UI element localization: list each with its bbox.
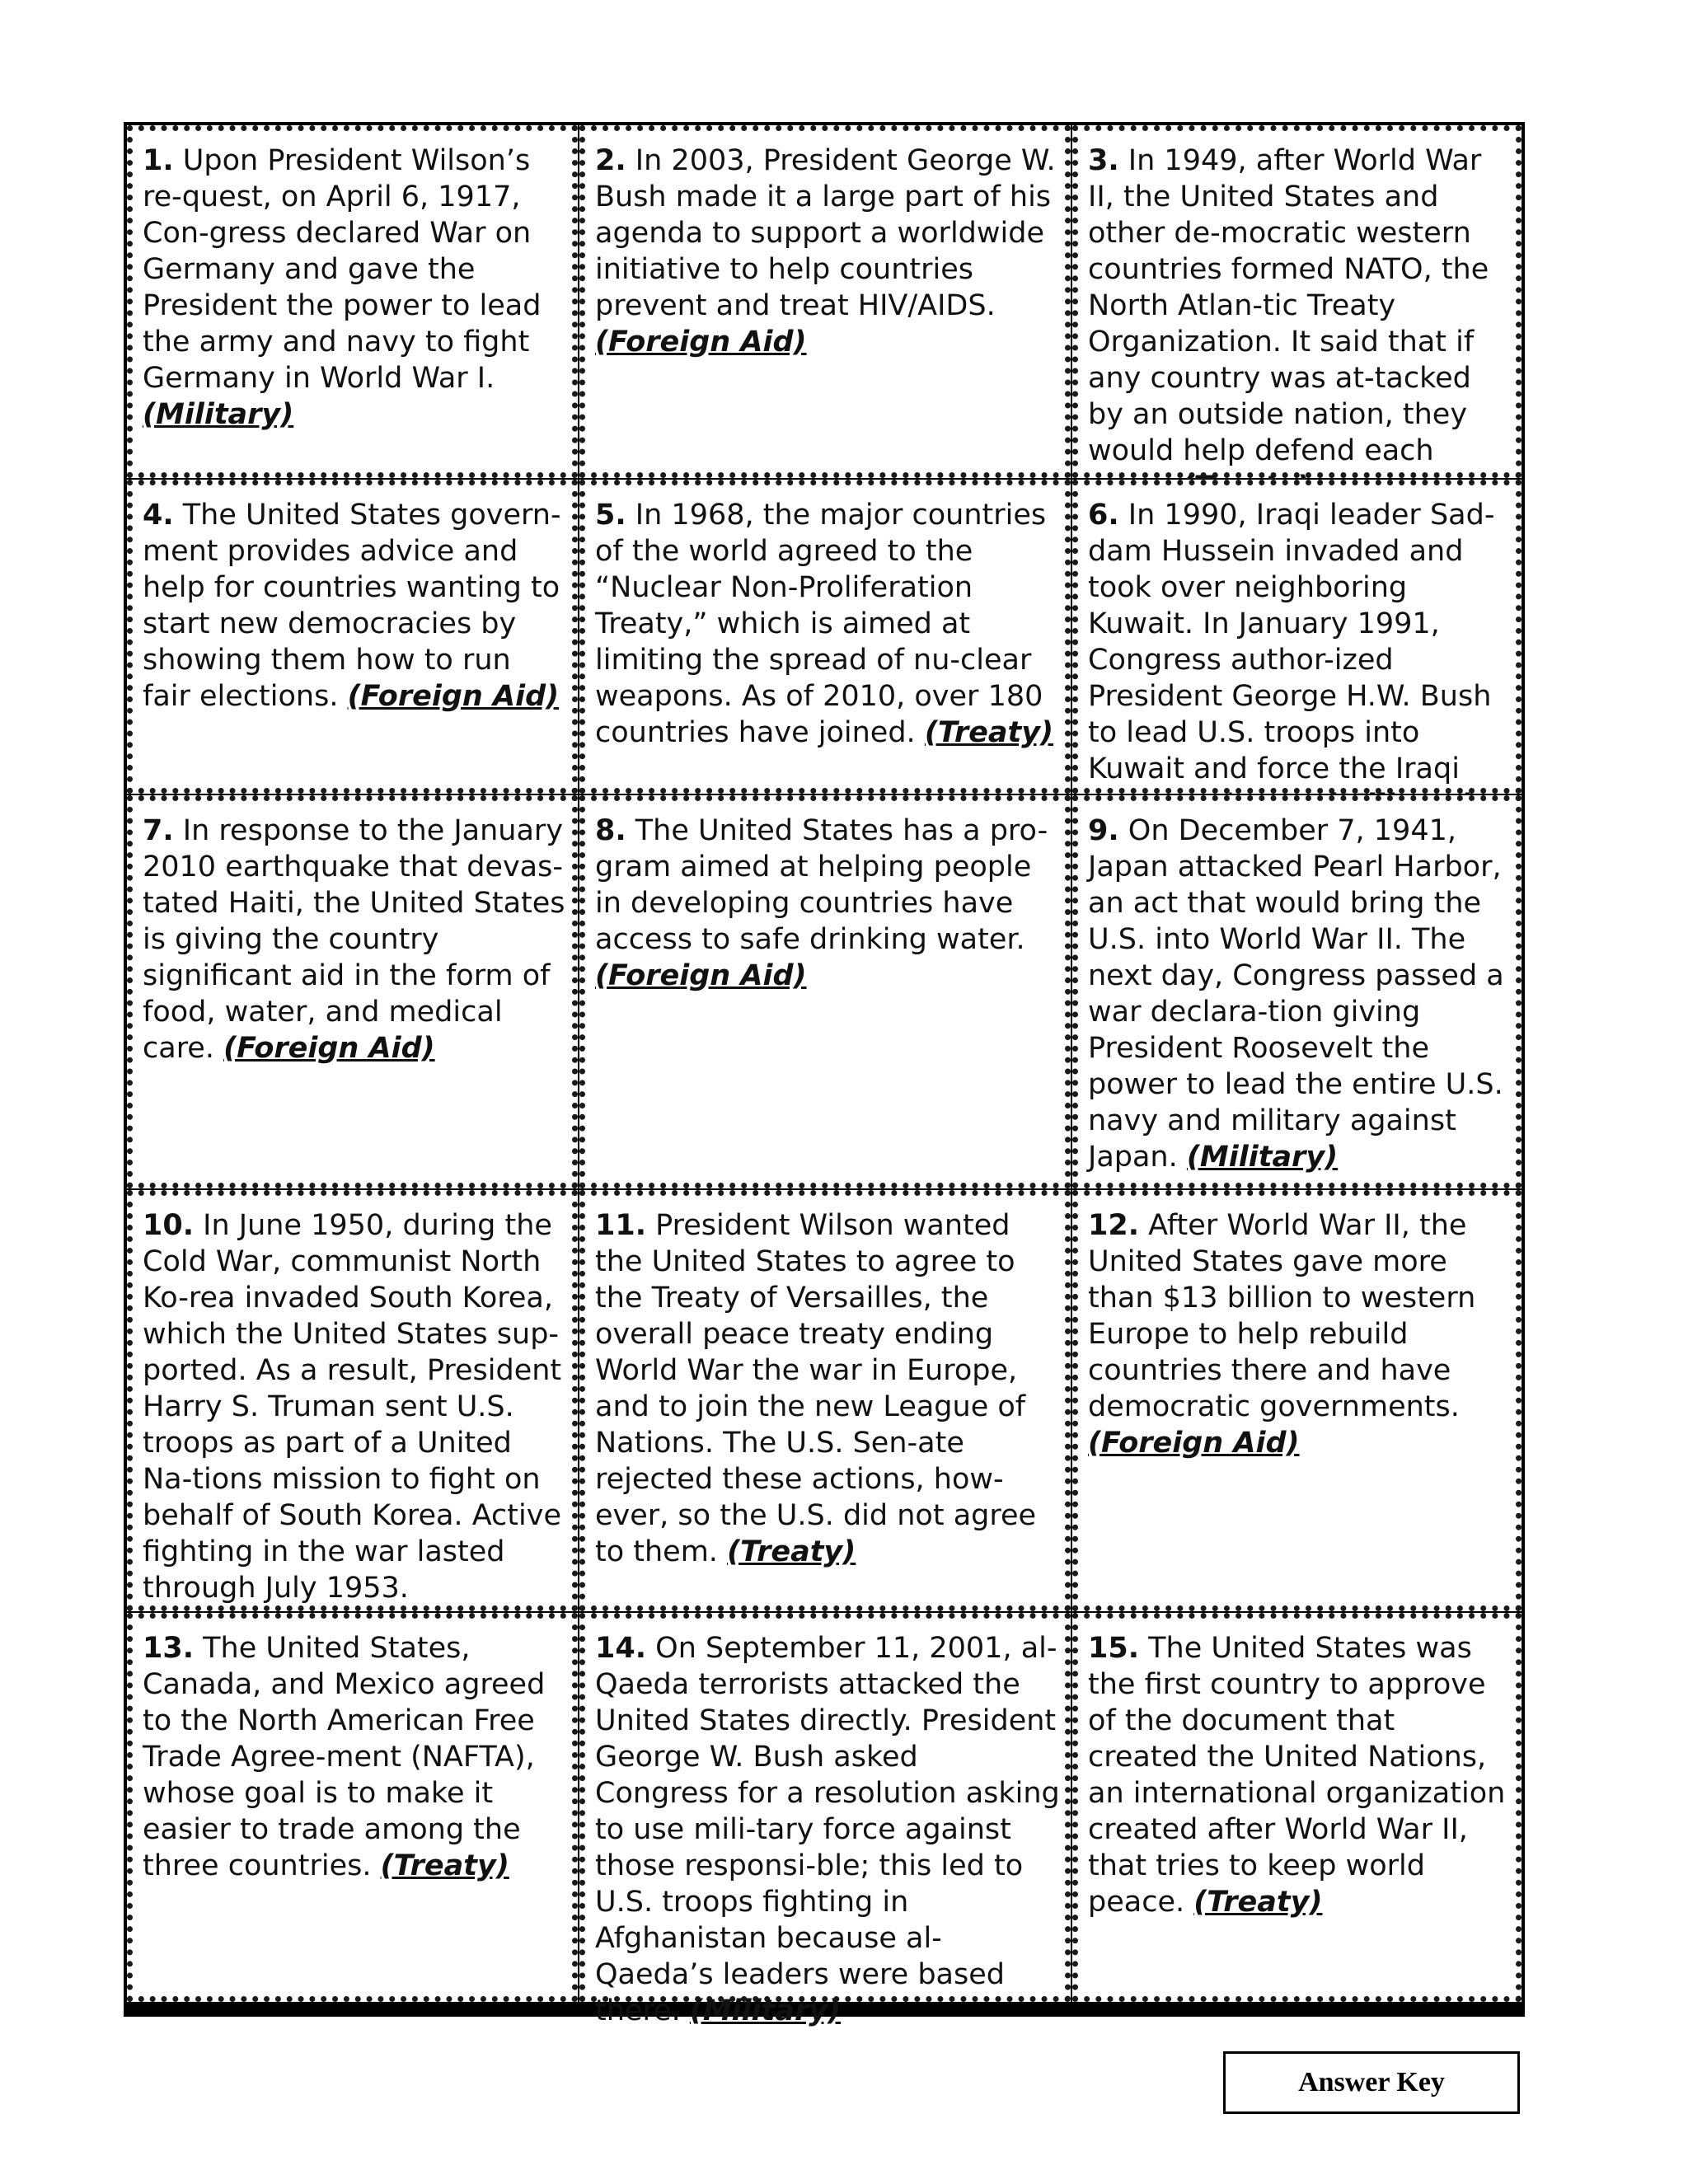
card-number: 5.	[595, 499, 626, 532]
card-number: 14.	[595, 1632, 647, 1665]
card-category-tag: (Foreign Aid)	[1088, 1427, 1300, 1460]
card-category-tag: (Foreign Aid)	[595, 326, 807, 359]
card-12	[1072, 1190, 1522, 1611]
card-number: 12.	[1088, 1209, 1140, 1242]
card-4	[127, 480, 578, 794]
card-number: 11.	[595, 1209, 647, 1242]
card-category-tag: (Treaty)	[380, 1849, 509, 1882]
card-text: In June 1950, during the Cold War, communist North Ko-rea invaded South Korea, which the United States sup-ported. As a result, President Harry S. Truman sent U.S. troops as part of a United Na-tions mission to fight on behalf of South Korea. Active fighting in the war lasted through July 1953.	[143, 1209, 562, 1605]
card-text: The United States, Canada, and Mexico agreed to the North American Free Trade Agree-ment (NAFTA), whose goal is to make it easier to trade among the three countries.	[143, 1632, 546, 1882]
card-9	[1072, 795, 1522, 1188]
card-7	[127, 795, 578, 1188]
card-number: 13.	[143, 1632, 195, 1665]
card-grid	[124, 122, 1525, 2027]
card-text: In 1949, after World War II, the United States and other de-mocratic western countries formed NATO, the North Atlan-tic Treaty Organization. It said that if any country was at-tacked by an outside nation, they would help defend each	[1088, 144, 1489, 467]
card-number: 9.	[1088, 814, 1119, 847]
card-text: The United States was the first country to approve of the document that created the United Nations, an international organization created after World War II, that tries to keep world peace.	[1088, 1632, 1506, 1919]
card-number: 15.	[1088, 1632, 1140, 1665]
card-category-tag: (Treaty)	[1193, 1886, 1323, 1919]
card-number: 2.	[595, 144, 626, 177]
card-number: 3.	[1088, 144, 1119, 177]
card-text: On December 7, 1941, Japan attacked Pearl Harbor, an act that would bring the U.S. into World War II. The next day, Congress passed a war declara-tion giving President Roosevelt the power to lead the entire U.S. navy and military against Japan.	[1088, 814, 1504, 1174]
card-text: After World War II, the United States gave more than $13 billion to western Europe to help rebuild countries there and have democratic governments.	[1088, 1209, 1476, 1423]
card-category-tag: (Foreign Aid)	[595, 959, 807, 992]
card-category-tag: (Foreign Aid)	[347, 680, 560, 713]
card-text: In 2003, President George W. Bush made it a large part of his agenda to support a worldwide initiative to help countries prevent and treat HIV/AIDS.	[595, 144, 1056, 322]
card-text: The United States govern-ment provides advice and help for countries wanting to start new democracies by showing them how to run fair elections.	[143, 499, 561, 713]
card-number: 7.	[143, 814, 174, 847]
card-category-tag: (Military)	[143, 398, 294, 431]
card-14	[579, 1613, 1071, 2027]
card-number: 6.	[1088, 499, 1119, 532]
card-1	[127, 125, 578, 478]
card-number: 4.	[143, 499, 174, 532]
card-text: President Wilson wanted the United States to agree to the Treaty of Versailles, the overall peace treaty ending World War the war in Europe, and to join the new League of Nations. The U.S. Sen-ate rejected these actions, how-ever, so the U.S. did not agree to them.	[595, 1209, 1037, 1568]
card-category-tag: (Military)	[689, 1994, 842, 2027]
card-text: In 1990, Iraqi leader Sad-dam Hussein invaded and took over neighboring Kuwait. In January 1991, Congress author-ized President George H.W. Bush to lead U.S. troops into Kuwait and force the Iraqi	[1088, 499, 1495, 785]
card-8	[579, 795, 1071, 1188]
card-text: In 1968, the major countries of the world agreed to the “Nuclear Non-Proliferation Treaty,” which is aimed at limiting the spread of nu-clear weapons. As of 2010, over 180 countries have joined.	[595, 499, 1047, 749]
card-11	[579, 1190, 1071, 1611]
card-5	[579, 480, 1071, 794]
answer-key-label: Answer Key	[1223, 2051, 1520, 2114]
card-text: The United States has a pro-gram aimed at helping people in developing countries have access to safe drinking water.	[595, 814, 1048, 956]
card-13	[127, 1613, 578, 2002]
card-15	[1072, 1613, 1522, 2002]
card-category-tag: (Military)	[1186, 1141, 1339, 1174]
card-category-tag: (Foreign Aid)	[223, 1032, 435, 1065]
card-number: 1.	[143, 144, 174, 177]
card-6	[1072, 480, 1522, 794]
card-text: Upon President Wilson’s re-quest, on April 6, 1917, Con-gress declared War on Germany and gave the President the power to lead the army and navy to fight Germany in World War I.	[143, 144, 542, 395]
card-10	[127, 1190, 578, 1611]
card-category-tag: (Treaty)	[727, 1535, 856, 1568]
card-number: 8.	[595, 814, 626, 847]
card-number: 10.	[143, 1209, 195, 1242]
card-text: On September 11, 2001, al-Qaeda terrorists attacked the United States directly. President George W. Bush asked Congress for a resolution asking to use mili-tary force against those responsi-ble; this led to U.S. troops fighting in Afghanistan because al-Qaeda’s leaders were based there.	[595, 1632, 1060, 2027]
card-text: In response to the January 2010 earthquake that devas-tated Haiti, the United States is giving the country significant aid in the form of food, water, and medical care.	[143, 814, 565, 1065]
card-category-tag: (Treaty)	[924, 716, 1054, 749]
card-3	[1072, 125, 1522, 478]
card-2	[579, 125, 1071, 478]
